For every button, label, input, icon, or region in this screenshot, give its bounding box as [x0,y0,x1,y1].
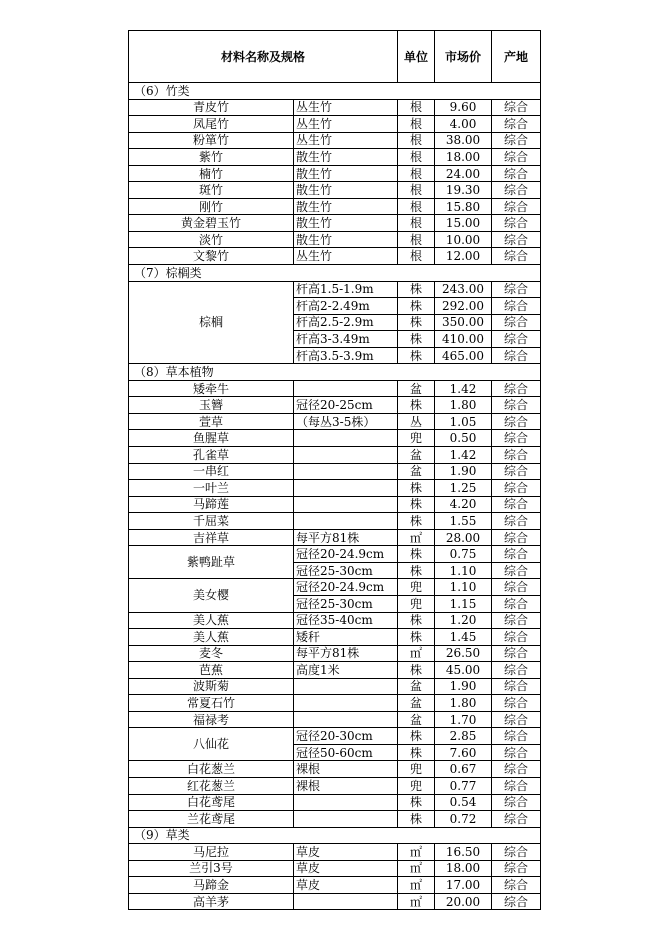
item-origin: 综合 [492,662,541,679]
item-origin: 综合 [492,612,541,629]
item-unit: ㎡ [398,877,435,894]
item-spec: 冠径50-60cm [294,744,398,761]
header-origin: 产地 [492,31,541,83]
table-row [129,678,541,695]
item-origin: 综合 [492,347,541,364]
item-origin: 综合 [492,595,541,612]
item-origin: 综合 [492,513,541,530]
item-spec: 冠径35-40cm [294,612,398,629]
table-row [129,231,541,248]
item-price: 4.20 [435,496,492,513]
item-price: 9.60 [435,99,492,116]
item-price: 1.42 [435,447,492,464]
item-price: 2.85 [435,728,492,745]
section-title: （9）草类 [129,827,541,844]
item-unit: 株 [398,662,435,679]
item-spec: 丛生竹 [294,248,398,265]
item-price: 465.00 [435,347,492,364]
item-origin: 综合 [492,645,541,662]
item-unit: 株 [398,298,435,315]
table-row [129,529,541,546]
item-name: 八仙花 [129,728,294,761]
item-unit: 盆 [398,678,435,695]
item-spec: 散生竹 [294,182,398,199]
table-row [129,380,541,397]
item-unit: 株 [398,314,435,331]
item-unit: 根 [398,132,435,149]
item-price: 38.00 [435,132,492,149]
table-row [129,860,541,877]
table-row [129,579,541,596]
item-origin: 综合 [492,496,541,513]
item-price: 0.67 [435,761,492,778]
item-spec: 冠径20-24.9cm [294,579,398,596]
item-origin: 综合 [492,116,541,133]
item-name: 美女樱 [129,579,294,612]
item-price: 10.00 [435,231,492,248]
item-name: 紫竹 [129,149,294,166]
item-spec [294,380,398,397]
item-name: 马尼拉 [129,844,294,861]
item-unit: 兜 [398,579,435,596]
item-unit: 盆 [398,380,435,397]
item-spec: 草皮 [294,844,398,861]
item-name: 福禄考 [129,711,294,728]
item-origin: 综合 [492,380,541,397]
item-price: 19.30 [435,182,492,199]
section-title: （6）竹类 [129,83,541,100]
item-unit: ㎡ [398,844,435,861]
item-origin: 综合 [492,761,541,778]
item-unit: ㎡ [398,645,435,662]
item-price: 1.05 [435,413,492,430]
table-row [129,546,541,563]
table-row [129,777,541,794]
item-price: 1.20 [435,612,492,629]
item-unit: 株 [398,281,435,298]
item-origin: 综合 [492,711,541,728]
item-spec [294,463,398,480]
item-price: 26.50 [435,645,492,662]
section-row [129,83,541,100]
item-spec: 高度1米 [294,662,398,679]
item-price: 1.42 [435,380,492,397]
item-origin: 综合 [492,877,541,894]
item-origin: 综合 [492,728,541,745]
table-row [129,695,541,712]
item-name: 马蹄金 [129,877,294,894]
item-unit: 株 [398,629,435,646]
item-name: 红花葱兰 [129,777,294,794]
item-origin: 综合 [492,744,541,761]
item-unit: 株 [398,480,435,497]
item-origin: 综合 [492,463,541,480]
item-price: 15.80 [435,198,492,215]
item-spec: 杆高2.5-2.9m [294,314,398,331]
table-row [129,877,541,894]
item-origin: 综合 [492,529,541,546]
item-price: 1.80 [435,397,492,414]
item-name: 萱草 [129,413,294,430]
item-origin: 综合 [492,413,541,430]
item-spec: 杆高3-3.49m [294,331,398,348]
item-name: 文黎竹 [129,248,294,265]
table-row [129,496,541,513]
item-name: 粉箪竹 [129,132,294,149]
item-name: 吉祥草 [129,529,294,546]
item-name: 楠竹 [129,165,294,182]
item-price: 18.00 [435,860,492,877]
table-row [129,612,541,629]
item-price: 20.00 [435,893,492,910]
item-spec: 冠径20-25cm [294,397,398,414]
item-origin: 综合 [492,579,541,596]
item-origin: 综合 [492,893,541,910]
item-price: 243.00 [435,281,492,298]
item-price: 292.00 [435,298,492,315]
item-name: 黄金碧玉竹 [129,215,294,232]
item-price: 1.90 [435,678,492,695]
item-origin: 综合 [492,794,541,811]
item-unit: ㎡ [398,529,435,546]
item-name: 麦冬 [129,645,294,662]
item-unit: 株 [398,347,435,364]
item-unit: 株 [398,728,435,745]
item-price: 0.50 [435,430,492,447]
item-name: 白花鸢尾 [129,794,294,811]
item-origin: 综合 [492,777,541,794]
item-origin: 综合 [492,480,541,497]
item-spec [294,678,398,695]
item-spec: 矮秆 [294,629,398,646]
item-name: 常夏石竹 [129,695,294,712]
header-price: 市场价 [435,31,492,83]
item-name: 兰花鸢尾 [129,811,294,828]
item-price: 350.00 [435,314,492,331]
item-unit: 株 [398,397,435,414]
item-unit: 兜 [398,430,435,447]
item-spec [294,430,398,447]
item-price: 16.50 [435,844,492,861]
item-price: 0.72 [435,811,492,828]
item-spec [294,794,398,811]
item-unit: 株 [398,513,435,530]
table-row [129,132,541,149]
item-name: 棕榈 [129,281,294,364]
item-price: 1.10 [435,562,492,579]
item-origin: 综合 [492,99,541,116]
section-row [129,364,541,381]
table-row [129,165,541,182]
price-table [128,30,541,910]
item-spec: 散生竹 [294,231,398,248]
item-price: 17.00 [435,877,492,894]
item-origin: 综合 [492,447,541,464]
item-origin: 综合 [492,629,541,646]
item-unit: 盆 [398,711,435,728]
item-origin: 综合 [492,215,541,232]
item-origin: 综合 [492,231,541,248]
item-spec [294,480,398,497]
item-unit: 根 [398,215,435,232]
item-price: 0.75 [435,546,492,563]
item-origin: 综合 [492,248,541,265]
table-row [129,397,541,414]
item-unit: 盆 [398,463,435,480]
item-name: 玉簪 [129,397,294,414]
item-origin: 综合 [492,546,541,563]
item-spec: 冠径20-24.9cm [294,546,398,563]
table-row [129,811,541,828]
header-name-spec: 材料名称及规格 [129,31,398,83]
item-unit: 根 [398,116,435,133]
item-spec: 草皮 [294,877,398,894]
item-price: 4.00 [435,116,492,133]
item-name: 一叶兰 [129,480,294,497]
table-row [129,116,541,133]
item-price: 1.15 [435,595,492,612]
item-price: 0.54 [435,794,492,811]
table-row [129,198,541,215]
item-origin: 综合 [492,198,541,215]
item-unit: 盆 [398,447,435,464]
table-row [129,182,541,199]
item-unit: 兜 [398,595,435,612]
table-row [129,215,541,232]
item-price: 28.00 [435,529,492,546]
item-spec: 丛生竹 [294,132,398,149]
item-name: 兰引3号 [129,860,294,877]
item-origin: 综合 [492,397,541,414]
item-origin: 综合 [492,132,541,149]
item-name: 孔雀草 [129,447,294,464]
table-row [129,629,541,646]
item-name: 淡竹 [129,231,294,248]
item-unit: 株 [398,546,435,563]
item-spec: 散生竹 [294,198,398,215]
item-spec [294,695,398,712]
item-unit: 兜 [398,761,435,778]
item-spec: （每丛3-5株） [294,413,398,430]
table-row [129,794,541,811]
item-spec: 散生竹 [294,165,398,182]
section-row [129,827,541,844]
item-name: 千屈菜 [129,513,294,530]
item-price: 0.77 [435,777,492,794]
item-origin: 综合 [492,165,541,182]
item-spec: 散生竹 [294,215,398,232]
item-price: 45.00 [435,662,492,679]
item-spec [294,893,398,910]
table-row [129,513,541,530]
item-spec [294,711,398,728]
item-price: 410.00 [435,331,492,348]
item-spec: 每平方81株 [294,529,398,546]
table-body [129,83,541,910]
item-name: 鱼腥草 [129,430,294,447]
item-price: 15.00 [435,215,492,232]
item-name: 高羊茅 [129,893,294,910]
item-unit: 株 [398,562,435,579]
item-spec: 杆高2-2.49m [294,298,398,315]
item-price: 1.45 [435,629,492,646]
item-price: 24.00 [435,165,492,182]
item-origin: 综合 [492,182,541,199]
item-origin: 综合 [492,331,541,348]
item-spec [294,447,398,464]
item-spec: 丛生竹 [294,116,398,133]
item-unit: 株 [398,794,435,811]
item-name: 刚竹 [129,198,294,215]
table-row [129,248,541,265]
item-spec [294,496,398,513]
item-unit: 兜 [398,777,435,794]
item-name: 斑竹 [129,182,294,199]
table-row [129,728,541,745]
item-price: 1.90 [435,463,492,480]
item-unit: 根 [398,231,435,248]
item-price: 12.00 [435,248,492,265]
item-unit: 根 [398,149,435,166]
item-spec: 草皮 [294,860,398,877]
header-unit: 单位 [398,31,435,83]
table-row [129,99,541,116]
item-origin: 综合 [492,844,541,861]
item-name: 芭蕉 [129,662,294,679]
table-row [129,447,541,464]
item-name: 凤尾竹 [129,116,294,133]
table-row [129,480,541,497]
item-name: 美人蕉 [129,612,294,629]
item-unit: 株 [398,331,435,348]
item-origin: 综合 [492,298,541,315]
item-price: 18.00 [435,149,492,166]
item-unit: 根 [398,182,435,199]
item-name: 矮牵牛 [129,380,294,397]
item-spec: 裸根 [294,761,398,778]
item-price: 1.55 [435,513,492,530]
item-spec: 冠径25-30cm [294,595,398,612]
table-row [129,430,541,447]
item-unit: 株 [398,612,435,629]
item-unit: 株 [398,496,435,513]
item-name: 美人蕉 [129,629,294,646]
item-spec: 冠径20-30cm [294,728,398,745]
item-origin: 综合 [492,860,541,877]
item-name: 马蹄莲 [129,496,294,513]
item-origin: 综合 [492,678,541,695]
header-row [129,31,541,83]
item-unit: 根 [398,198,435,215]
item-spec: 杆高1.5-1.9m [294,281,398,298]
table-row [129,662,541,679]
item-origin: 综合 [492,314,541,331]
table-row [129,893,541,910]
item-origin: 综合 [492,562,541,579]
table-header [129,31,541,83]
item-unit: 根 [398,248,435,265]
section-row [129,265,541,282]
item-name: 波斯菊 [129,678,294,695]
item-spec [294,811,398,828]
item-unit: 株 [398,811,435,828]
item-origin: 综合 [492,695,541,712]
item-unit: 根 [398,165,435,182]
item-unit: ㎡ [398,860,435,877]
item-origin: 综合 [492,430,541,447]
table-row [129,413,541,430]
item-unit: 丛 [398,413,435,430]
item-unit: 根 [398,99,435,116]
table-row [129,463,541,480]
item-origin: 综合 [492,811,541,828]
item-spec: 裸根 [294,777,398,794]
item-price: 1.10 [435,579,492,596]
item-name: 一串红 [129,463,294,480]
item-price: 7.60 [435,744,492,761]
item-origin: 综合 [492,149,541,166]
item-origin: 综合 [492,281,541,298]
table-row [129,844,541,861]
section-title: （8）草本植物 [129,364,541,381]
item-spec [294,513,398,530]
item-spec: 散生竹 [294,149,398,166]
item-unit: 盆 [398,695,435,712]
table-row [129,645,541,662]
item-price: 1.25 [435,480,492,497]
table-row [129,149,541,166]
section-title: （7）棕榈类 [129,265,541,282]
item-spec: 杆高3.5-3.9m [294,347,398,364]
item-name: 白花葱兰 [129,761,294,778]
item-unit: 株 [398,744,435,761]
item-name: 紫鸭趾草 [129,546,294,579]
item-name: 青皮竹 [129,99,294,116]
table-row [129,711,541,728]
item-unit: ㎡ [398,893,435,910]
item-price: 1.80 [435,695,492,712]
item-spec: 丛生竹 [294,99,398,116]
item-spec: 每平方81株 [294,645,398,662]
table-row [129,281,541,298]
table-row [129,761,541,778]
item-spec: 冠径25-30cm [294,562,398,579]
item-price: 1.70 [435,711,492,728]
